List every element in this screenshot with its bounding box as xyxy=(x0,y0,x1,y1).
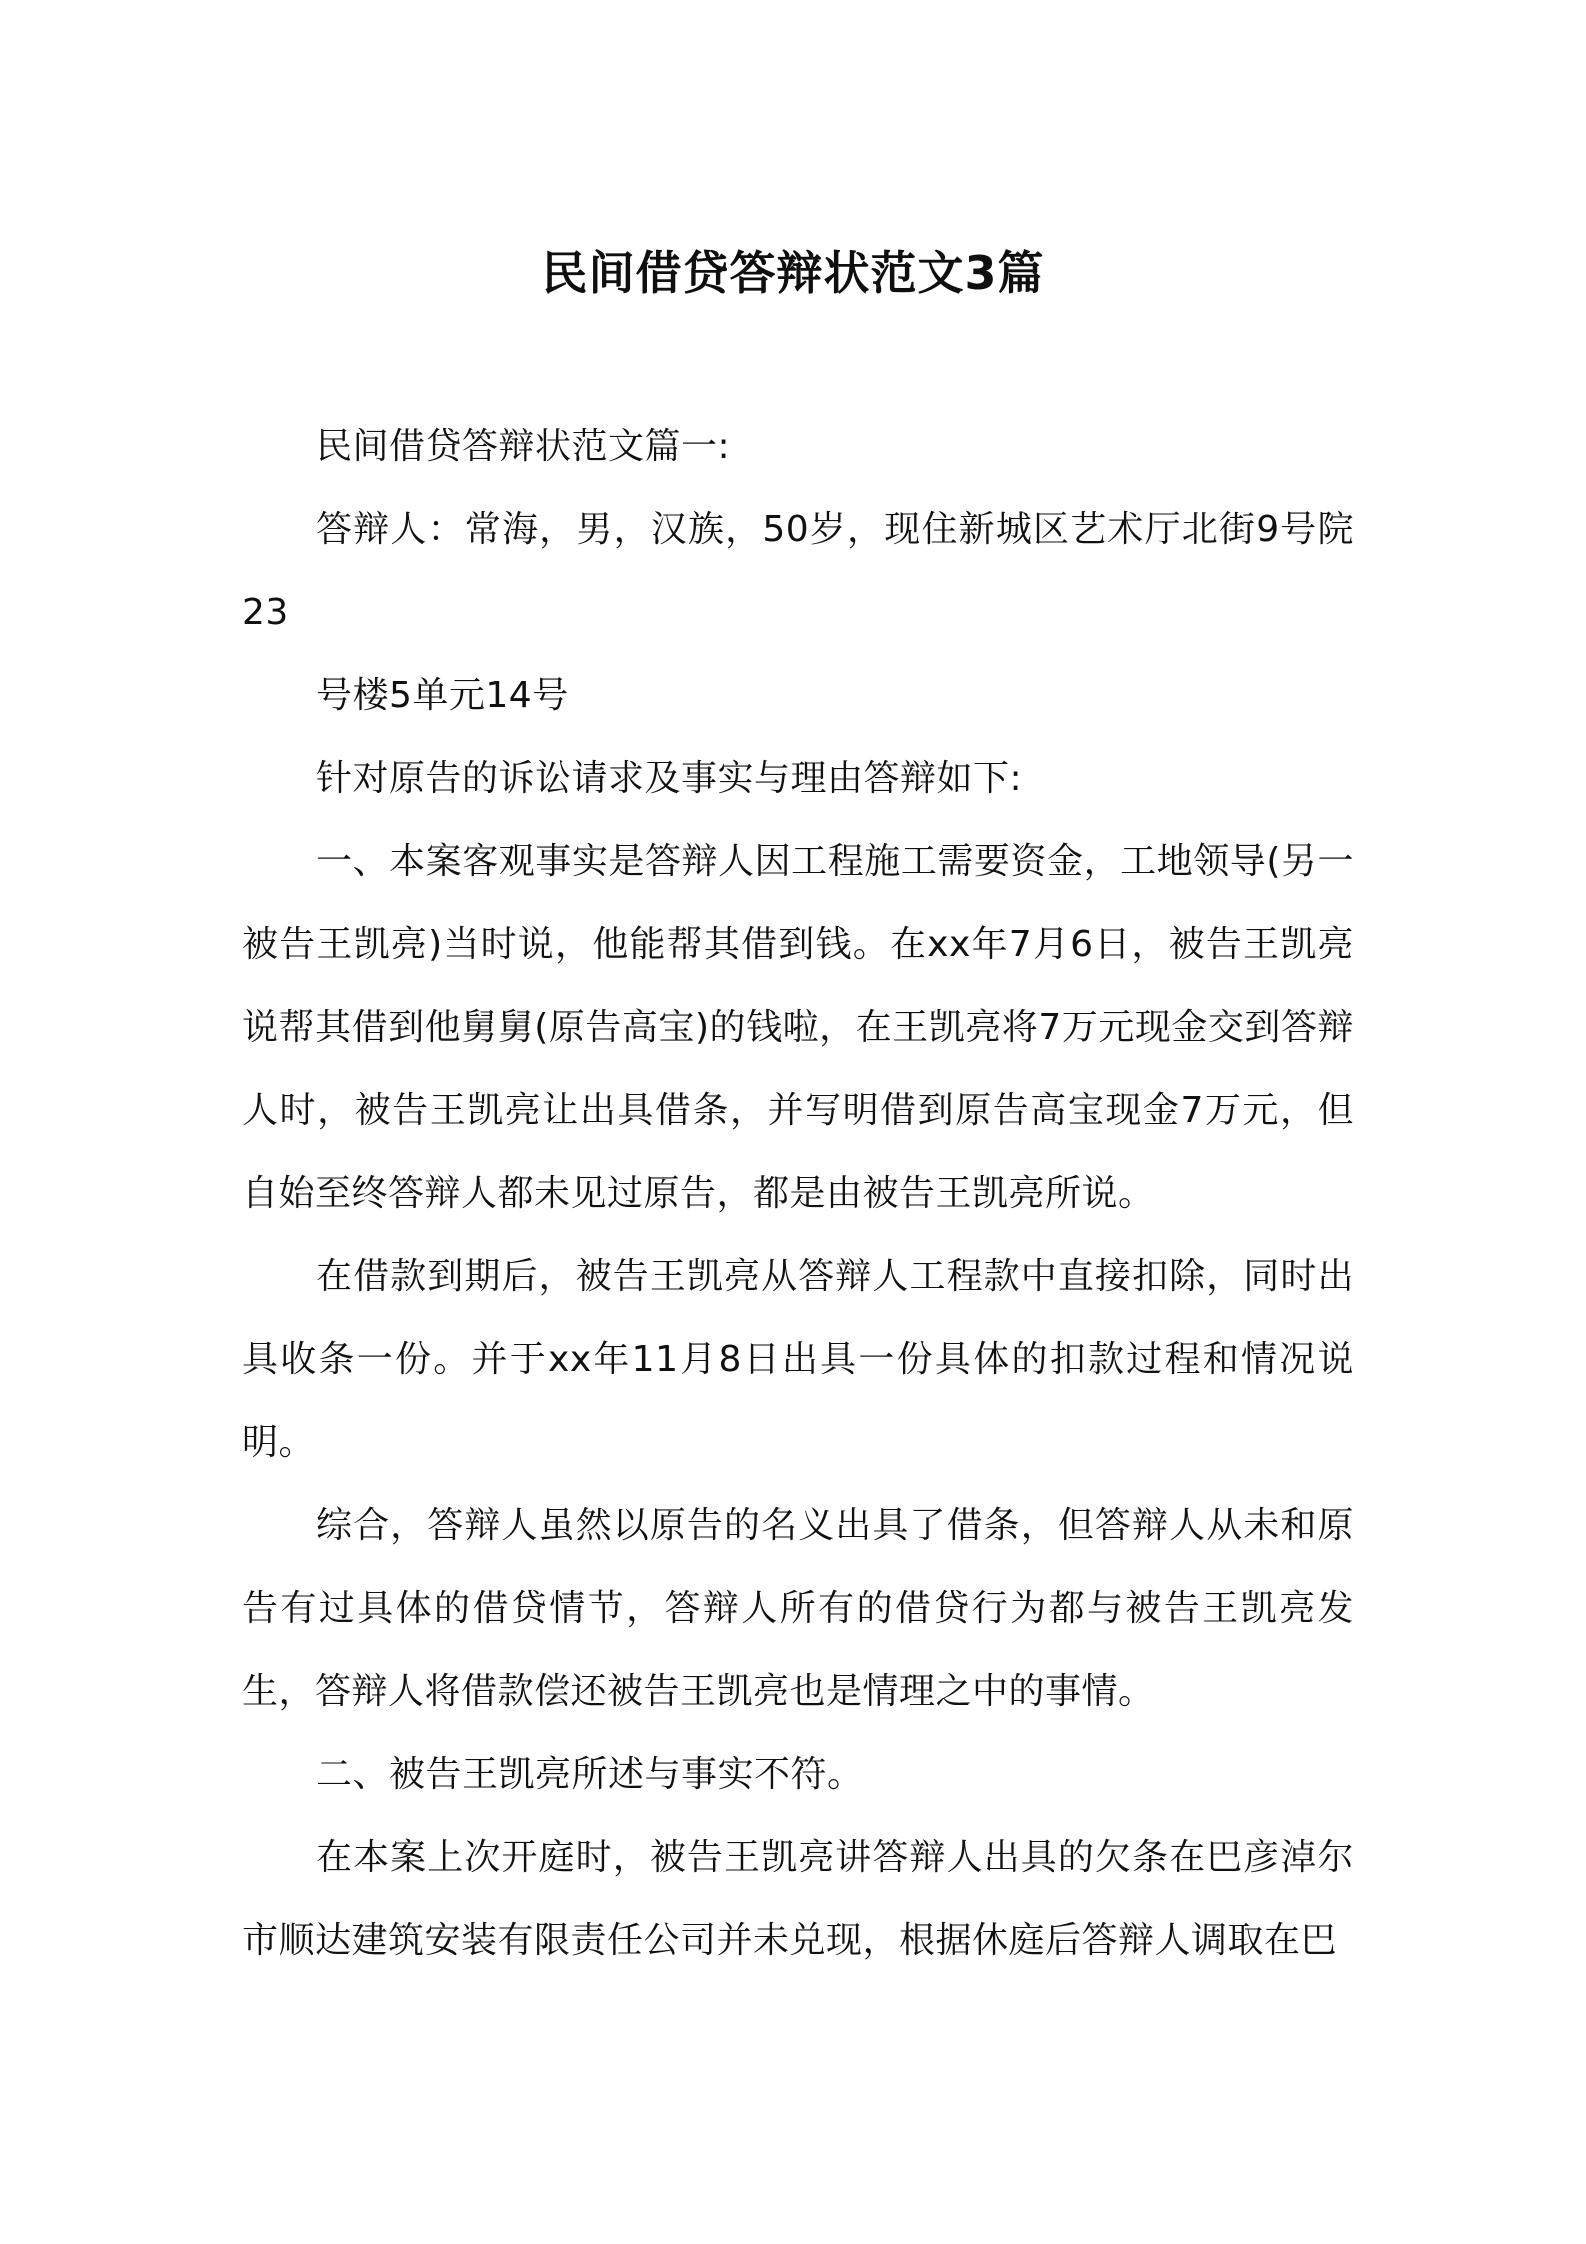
paragraph-point-one: 一、本案客观事实是答辩人因工程施工需要资金，工地领导(另一被告王凯亮)当时说，他能帮其借到钱。在xx年7月6日，被告王凯亮说帮其借到他舅舅(原告高宝)的钱啦，在王凯亮将7万元现金交到答辩人时，被告王凯亮让出具借条，并写明借到原告高宝现金7万元，但自始至终答辩人都未见过原告，都是由被告王凯亮所说。 xyxy=(242,841,1354,1214)
paragraph-repayment: 在借款到期后，被告王凯亮从答辩人工程款中直接扣除，同时出具收条一份。并于xx年11月8日出具一份具体的扣款过程和情况说明。 xyxy=(242,1256,1354,1463)
paragraph-defense-intro: 针对原告的诉讼请求及事实与理由答辩如下: xyxy=(316,758,1023,799)
paragraph-point-two: 二、被告王凯亮所述与事实不符。 xyxy=(316,1754,864,1795)
paragraph-respondent-info: 答辩人：常海，男，汉族，50岁，现住新城区艺术厅北街9号院23 xyxy=(242,509,1354,633)
paragraph-section-heading: 民间借贷答辩状范文篇一: xyxy=(316,426,731,467)
paragraph-hearing: 在本案上次开庭时，被告王凯亮讲答辩人出具的欠条在巴彦淖尔市顺达建筑安装有限责任公司并未兑现，根据休庭后答辩人调取在巴 xyxy=(242,1837,1354,1961)
document-title: 民间借贷答辩状范文3篇 xyxy=(541,245,1045,300)
paragraph-respondent-address: 号楼5单元14号 xyxy=(316,675,569,716)
document-body xyxy=(242,405,1354,1982)
paragraph-summary: 综合，答辩人虽然以原告的名义出具了借条，但答辩人从未和原告有过具体的借贷情节，答辩人所有的借贷行为都与被告王凯亮发生，答辩人将借款偿还被告王凯亮也是情理之中的事情。 xyxy=(242,1505,1354,1712)
